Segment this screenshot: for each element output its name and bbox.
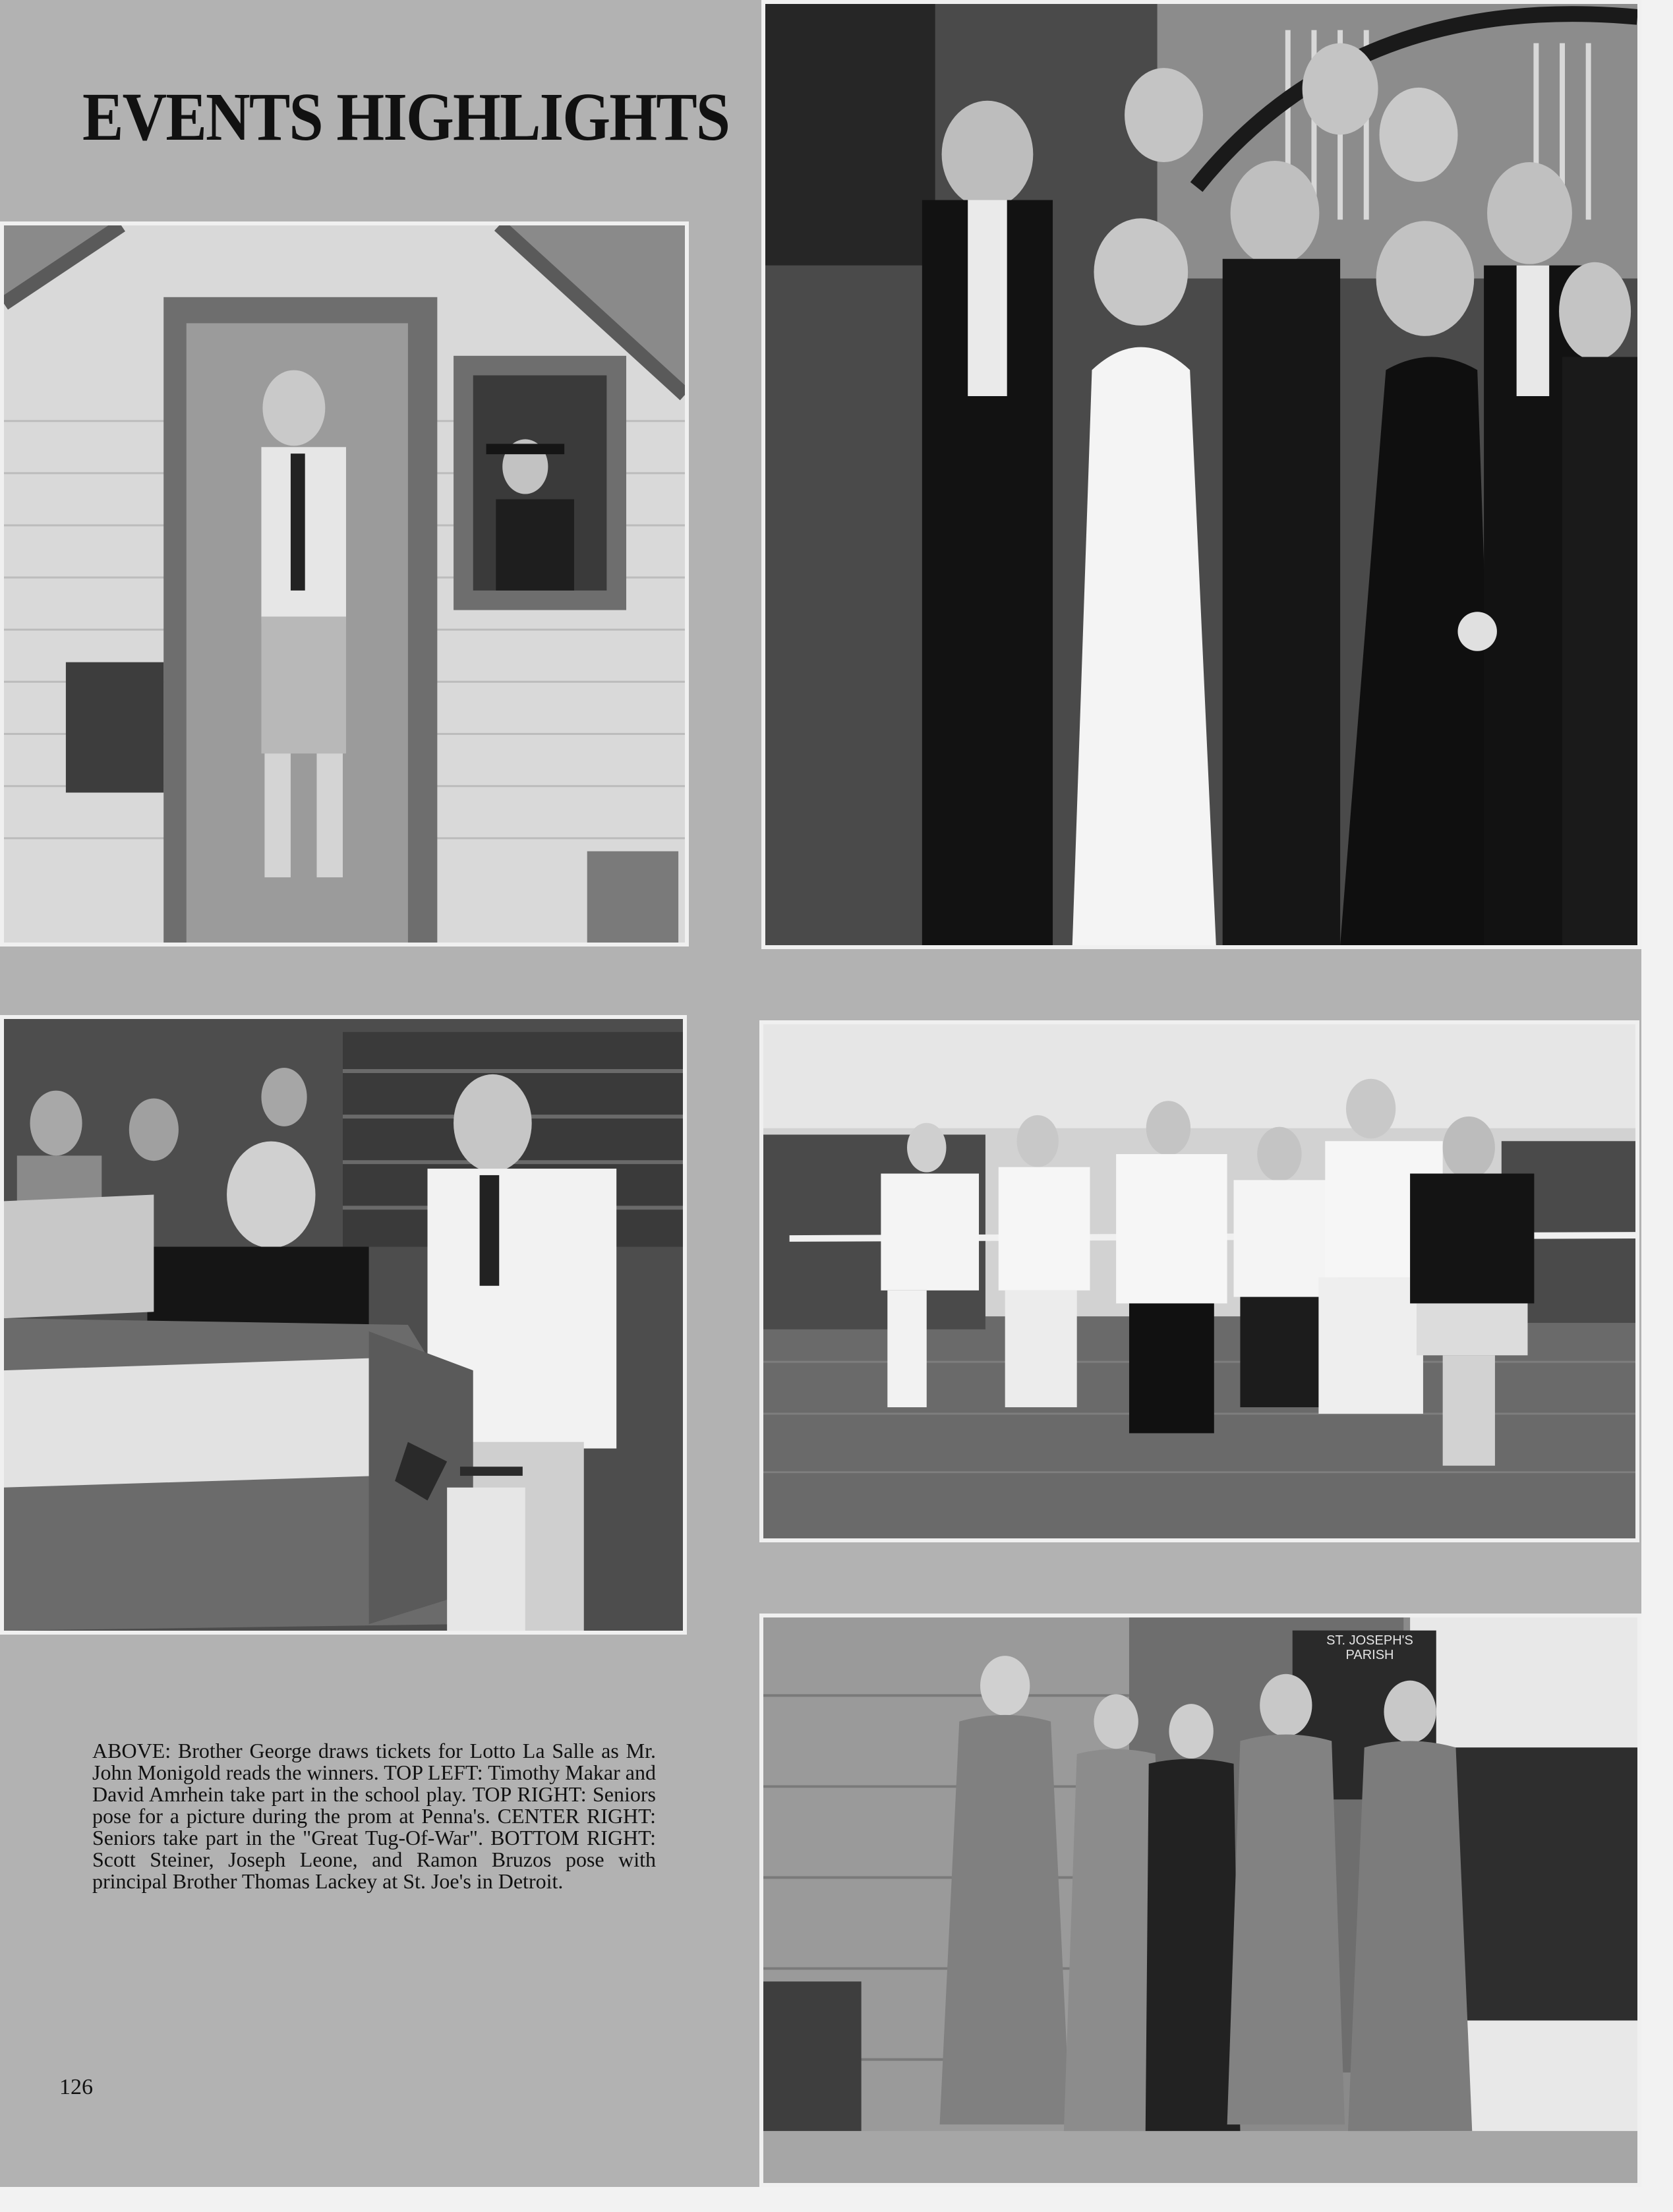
photo-caption: ABOVE: Brother George draws tickets for Lotto La Salle as Mr. John Monigold reads the winners. TOP LEFT: Timothy Makar and David Amrhein take part in the school play. TOP RIGHT: Seniors pose for a picture during the prom at Penna's. CENTER RIGHT: Seniors take part in the "Great Tug-Of-War". BOTTOM RIGHT: Scott Steiner, Joseph Leone, and Ramon Bruzos pose with principal Brother Thomas Lackey at St. Joe's in Detroit. [92,1739,656,1893]
historical-marker-sign: ST. JOSEPH'S PARISH [1326,1633,1413,1662]
page-number: 126 [59,2075,93,2099]
page-edge-right [1641,0,1673,2212]
photo-school-play [0,221,689,946]
photo-tug-of-war [759,1020,1639,1542]
page-title: EVENTS HIGHLIGHTS [82,79,730,155]
page-edge-bottom [0,2187,1673,2212]
photo-prom [761,0,1641,949]
photo-st-joseph [759,1614,1641,2187]
photo-lotto [0,1015,687,1635]
